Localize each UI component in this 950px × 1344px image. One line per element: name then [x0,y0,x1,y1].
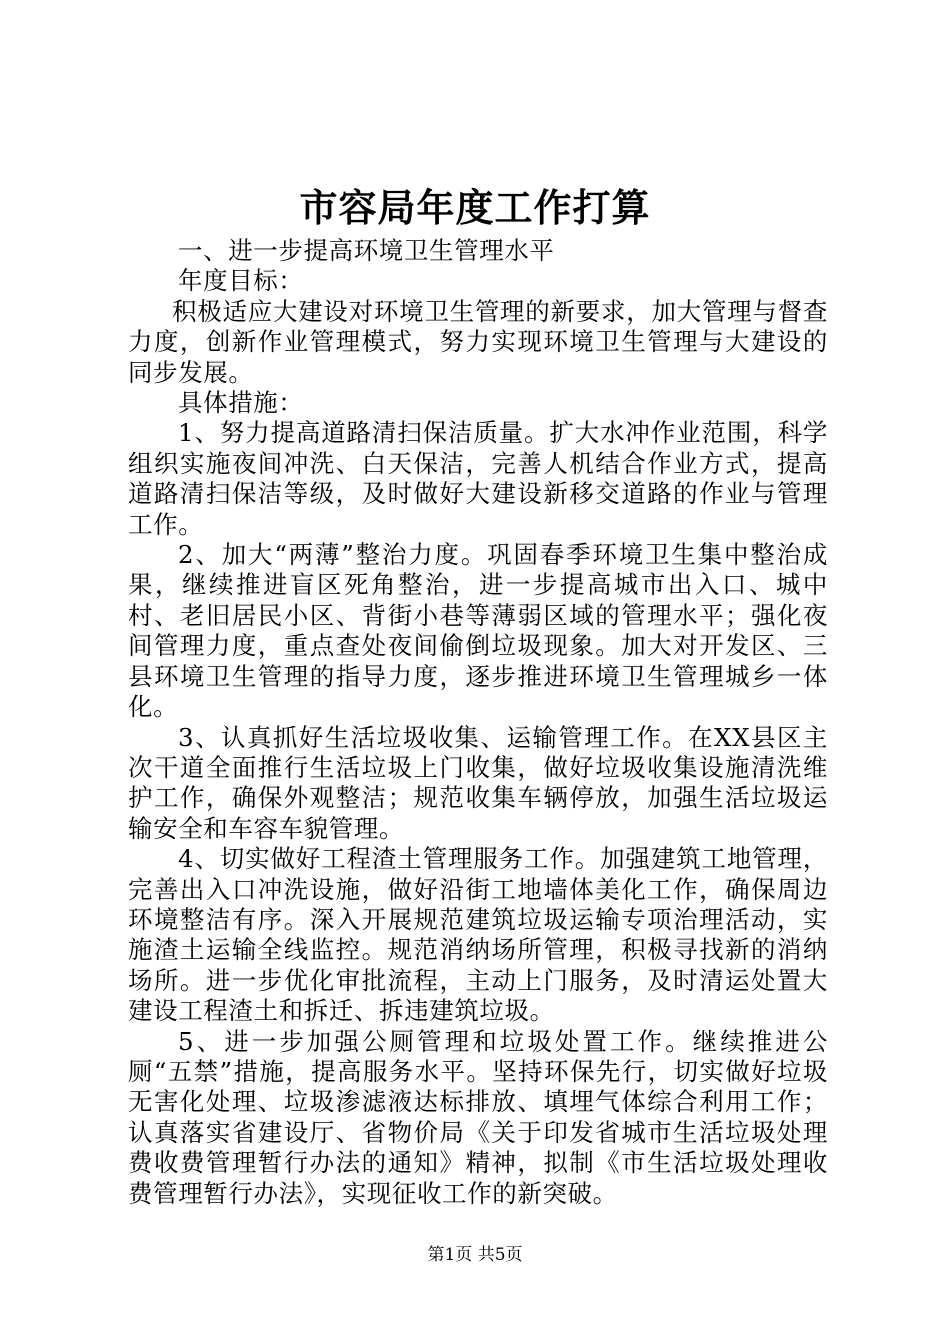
measure-paragraph-2: 2、加大“两薄”整治力度。巩固春季环境卫生集中整治成果，继续推进盲区死角整治，进一步提高城市出入口、城中村、老旧居民小区、背街小巷等薄弱区域的管理水平；强化夜间管理力度，重点查处夜间偷倒垃圾现象。加大对开发区、三县环境卫生管理的指导力度，逐步推进环境卫生管理城乡一体化。 [128,540,828,722]
document-body [128,236,828,1209]
measure-paragraph-4: 4、切实做好工程渣土管理服务工作。加强建筑工地管理，完善出入口冲洗设施，做好沿街工地墙体美化工作，确保周边环境整洁有序。深入开展规范建筑垃圾运输专项治理活动，实施渣土运输全线监控。规范消纳场所管理，积极寻找新的消纳场所。进一步优化审批流程，主动上门服务，及时清运处置大建设工程渣土和拆迁、拆违建筑垃圾。 [128,844,828,1026]
measure-paragraph-1: 1、努力提高道路清扫保洁质量。扩大水冲作业范围，科学组织实施夜间冲洗、白天保洁，完善人机结合作业方式，提高道路清扫保洁等级，及时做好大建设新移交道路的作业与管理工作。 [128,418,828,539]
goal-label: 年度目标： [178,266,304,296]
measure-paragraph-5: 5、进一步加强公厕管理和垃圾处置工作。继续推进公厕“五禁”措施，提高服务水平。坚持环保先行，切实做好垃圾无害化处理、垃圾渗滤液达标排放、填埋气体综合利用工作；认真落实省建设厅、省物价局《关于印发省城市生活垃圾处理费收费管理暂行办法的通知》精神，拟制《市生活垃圾处理收费管理暂行办法》，实现征收工作的新突破。 [128,1026,828,1208]
page-footer: 第1页 共5页 [427,1245,523,1265]
measure-paragraph-3: 3、认真抓好生活垃圾收集、运输管理工作。在XX县区主次干道全面推行生活垃圾上门收集，做好垃圾收集设施清洗维护工作，确保外观整洁；规范收集车辆停放，加强生活垃圾运输安全和车容车貌管理。 [128,722,828,843]
page-title: 市容局年度工作打算 [299,185,651,230]
section-heading: 一、进一步提高环境卫生管理水平 [178,236,555,265]
measures-label: 具体措施： [178,388,304,418]
goal-paragraph: 积极适应大建设对环境卫生管理的新要求，加大管理与督查力度，创新作业管理模式，努力实现环境卫生管理与大建设的同步发展。 [128,296,828,387]
